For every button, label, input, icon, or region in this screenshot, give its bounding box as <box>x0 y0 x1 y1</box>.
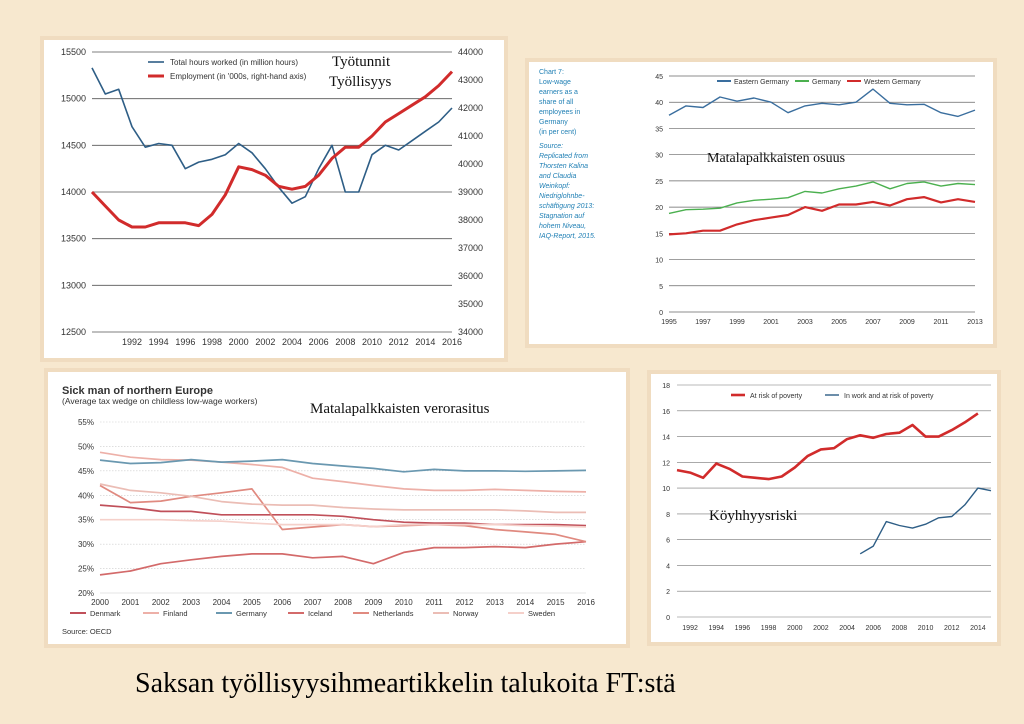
y-tick-label: 5 <box>659 283 663 291</box>
y-tick-label: 55% <box>77 418 94 427</box>
legend-label: Western Germany <box>864 79 921 86</box>
x-tick-label: 2009 <box>364 598 383 607</box>
y-tick-label: 20 <box>655 205 663 213</box>
x-tick-label: 2007 <box>303 598 322 607</box>
series-line <box>669 89 975 116</box>
x-tick-label: 2006 <box>865 625 882 632</box>
x-tick-label: 1994 <box>148 337 169 347</box>
x-tick-label: 2004 <box>281 337 303 347</box>
y-tick-label: 25% <box>77 564 94 574</box>
legend-label: In work and at risk of poverty <box>844 393 934 400</box>
page-caption: Saksan työllisyysihmeartikkelin talukoita FT:stä <box>135 668 676 699</box>
y-tick-label: 30 <box>655 152 663 160</box>
x-tick-label: 2003 <box>797 319 813 326</box>
y-tick-label: 40 <box>655 100 663 108</box>
x-tick-label: 1992 <box>682 625 698 632</box>
x-tick-label: 2010 <box>394 598 413 607</box>
side-line: Germany <box>539 119 568 126</box>
series-line <box>100 520 586 527</box>
legend-label: At risk of poverty <box>750 393 803 400</box>
chart-poverty-risk-plot <box>651 374 997 642</box>
x-tick-label: 2000 <box>228 337 249 347</box>
y-tick-label: 10 <box>662 486 670 494</box>
y-tick-label: 10 <box>655 257 663 265</box>
chart-source: Source: OECD <box>62 627 112 636</box>
x-tick-label: 2012 <box>455 598 474 607</box>
chart-low-wage-share <box>529 62 993 344</box>
x-tick-label: 2010 <box>917 625 934 632</box>
x-tick-label: 2000 <box>786 625 803 632</box>
y-tick-label: 15000 <box>60 93 86 104</box>
y-tick-label: 20% <box>77 589 94 598</box>
source-line: Replicated from <box>539 153 589 160</box>
y-tick-label: 8 <box>666 511 670 519</box>
x-tick-label: 2006 <box>273 598 292 607</box>
y-tick-label: 14000 <box>60 187 86 197</box>
x-tick-label: 2016 <box>577 598 595 607</box>
series-line <box>100 484 586 512</box>
x-tick-label: 2015 <box>546 598 565 607</box>
y-tick-label: 13000 <box>60 280 86 291</box>
x-tick-label: 2008 <box>334 598 352 607</box>
side-line: share of all <box>539 99 574 106</box>
x-tick-label: 2007 <box>865 319 881 326</box>
chart-low-wage-share-plot <box>529 62 993 344</box>
x-tick-label: 2005 <box>242 598 261 607</box>
y-tick-label: 35 <box>655 126 663 134</box>
series-line <box>100 452 586 492</box>
y-tick-label: 40% <box>77 491 94 501</box>
x-tick-label: 2011 <box>933 319 949 326</box>
x-tick-label: 1996 <box>175 337 196 347</box>
series-line <box>100 542 586 575</box>
y-tick-label: 0 <box>666 615 670 622</box>
source-line: IAQ-Report, 2015. <box>539 233 596 240</box>
source-line: Source: <box>539 143 564 150</box>
x-tick-label: 2002 <box>813 625 829 632</box>
y-tick-label: 12500 <box>60 327 86 337</box>
source-line: Weinkopf: <box>539 183 570 190</box>
x-tick-label: 2011 <box>425 598 443 607</box>
source-line: Niedriglohnbe- <box>539 193 585 200</box>
y-tick-label: 14500 <box>60 140 86 151</box>
annotation-label: Matalapalkkaisten osuus <box>707 151 846 166</box>
x-tick-label: 2014 <box>415 337 436 347</box>
source-line: Stagnation auf <box>539 213 585 220</box>
y-tick-label: 15500 <box>60 47 86 57</box>
legend-label: Germany <box>812 79 841 86</box>
y-right-tick-label: 39000 <box>458 187 484 197</box>
side-line: Chart 7: <box>539 69 564 76</box>
x-tick-label: 2012 <box>943 625 960 632</box>
y-right-tick-label: 37000 <box>458 243 484 253</box>
x-tick-label: 2013 <box>485 598 504 607</box>
annotation-label: Työllisyys <box>329 74 392 90</box>
legend-label: Total hours worked (in million hours) <box>170 58 299 67</box>
y-tick-label: 18 <box>662 383 670 390</box>
x-tick-label: 2014 <box>516 598 535 607</box>
y-right-tick-label: 35000 <box>458 299 484 309</box>
y-tick-label: 0 <box>659 310 663 317</box>
y-tick-label: 45% <box>77 466 94 476</box>
x-tick-label: 1999 <box>729 319 745 326</box>
y-tick-label: 4 <box>666 563 670 571</box>
x-tick-label: 2013 <box>967 319 983 326</box>
x-tick-label: 2002 <box>255 337 276 347</box>
y-tick-label: 12 <box>662 460 670 468</box>
legend-label: Germany <box>236 609 267 618</box>
y-right-tick-label: 36000 <box>458 271 484 281</box>
x-tick-label: 2012 <box>388 337 409 347</box>
x-tick-label: 2008 <box>891 625 908 632</box>
x-tick-label: 1992 <box>121 337 143 347</box>
x-tick-label: 1997 <box>695 319 711 326</box>
x-tick-label: 2008 <box>335 337 356 347</box>
x-tick-label: 1994 <box>708 625 725 632</box>
y-tick-label: 2 <box>666 589 670 597</box>
series-line <box>100 460 586 472</box>
x-tick-label: 1996 <box>734 625 751 632</box>
annotation-label: Köyhhyysriski <box>709 508 798 524</box>
series-line <box>669 197 975 234</box>
x-tick-label: 2004 <box>839 625 855 632</box>
legend-label: Finland <box>163 609 188 618</box>
x-tick-label: 2009 <box>899 319 915 326</box>
source-line: schäftigung 2013: <box>539 203 595 210</box>
y-tick-label: 45 <box>655 74 663 81</box>
x-tick-label: 2001 <box>121 598 140 607</box>
y-right-tick-label: 40000 <box>458 159 484 169</box>
x-tick-label: 2005 <box>831 319 847 326</box>
legend-label: Eastern Germany <box>734 79 789 86</box>
legend-label: Sweden <box>528 609 556 618</box>
x-tick-label: 2002 <box>151 598 170 607</box>
y-tick-label: 15 <box>655 231 663 239</box>
y-right-tick-label: 34000 <box>458 327 484 337</box>
y-tick-label: 30% <box>77 540 94 550</box>
chart-poverty-risk <box>651 374 997 642</box>
chart-tax-wedge-plot <box>48 372 626 644</box>
y-tick-label: 50% <box>77 442 94 452</box>
y-right-tick-label: 43000 <box>458 75 484 85</box>
y-tick-label: 16 <box>662 408 670 416</box>
y-right-tick-label: 41000 <box>458 131 484 141</box>
x-tick-label: 1998 <box>760 625 777 632</box>
y-tick-label: 25 <box>655 178 663 186</box>
x-tick-label: 2000 <box>91 598 109 607</box>
y-right-tick-label: 38000 <box>458 215 484 225</box>
annotation-label: Matalapalkkaisten verorasitus <box>310 401 490 417</box>
side-line: (in per cent) <box>539 129 577 136</box>
chart-tax-wedge <box>48 372 626 644</box>
y-tick-label: 13500 <box>60 233 86 244</box>
legend-label: Employment (in '000s, right-hand axis) <box>170 72 307 81</box>
x-tick-label: 2006 <box>308 337 329 347</box>
chart-subtitle: (Average tax wedge on childless low-wage workers) <box>62 396 258 406</box>
y-tick-label: 6 <box>666 537 670 545</box>
legend-label: Denmark <box>90 609 121 618</box>
y-right-tick-label: 42000 <box>458 103 484 113</box>
x-tick-label: 2016 <box>441 337 463 347</box>
legend-label: Norway <box>453 609 479 618</box>
x-tick-label: 2003 <box>182 598 201 607</box>
chart-title: Sick man of northern Europe <box>62 385 213 397</box>
series-line <box>677 413 978 479</box>
y-right-tick-label: 44000 <box>458 47 484 57</box>
x-tick-label: 2014 <box>970 625 986 632</box>
side-line: Low-wage <box>539 79 571 86</box>
series-line <box>92 68 452 203</box>
series-line <box>860 488 991 554</box>
legend-label: Iceland <box>308 609 333 618</box>
source-line: and Claudia <box>539 173 577 180</box>
y-tick-label: 14 <box>662 434 670 442</box>
annotation-label: Työtunnit <box>332 54 391 70</box>
x-tick-label: 1995 <box>661 319 677 326</box>
chart-hours-employment-plot <box>44 40 504 358</box>
source-line: hohem Niveau, <box>539 223 587 230</box>
x-tick-label: 2004 <box>212 598 231 607</box>
side-line: earners as a <box>539 89 578 96</box>
side-line: employees in <box>539 109 581 116</box>
y-tick-label: 35% <box>77 515 94 525</box>
x-tick-label: 2001 <box>763 319 779 326</box>
source-line: Thorsten Kalina <box>539 163 589 170</box>
x-tick-label: 1998 <box>201 337 223 347</box>
x-tick-label: 2010 <box>361 337 383 347</box>
legend-label: Netherlands <box>373 609 414 618</box>
chart-hours-employment <box>44 40 504 358</box>
